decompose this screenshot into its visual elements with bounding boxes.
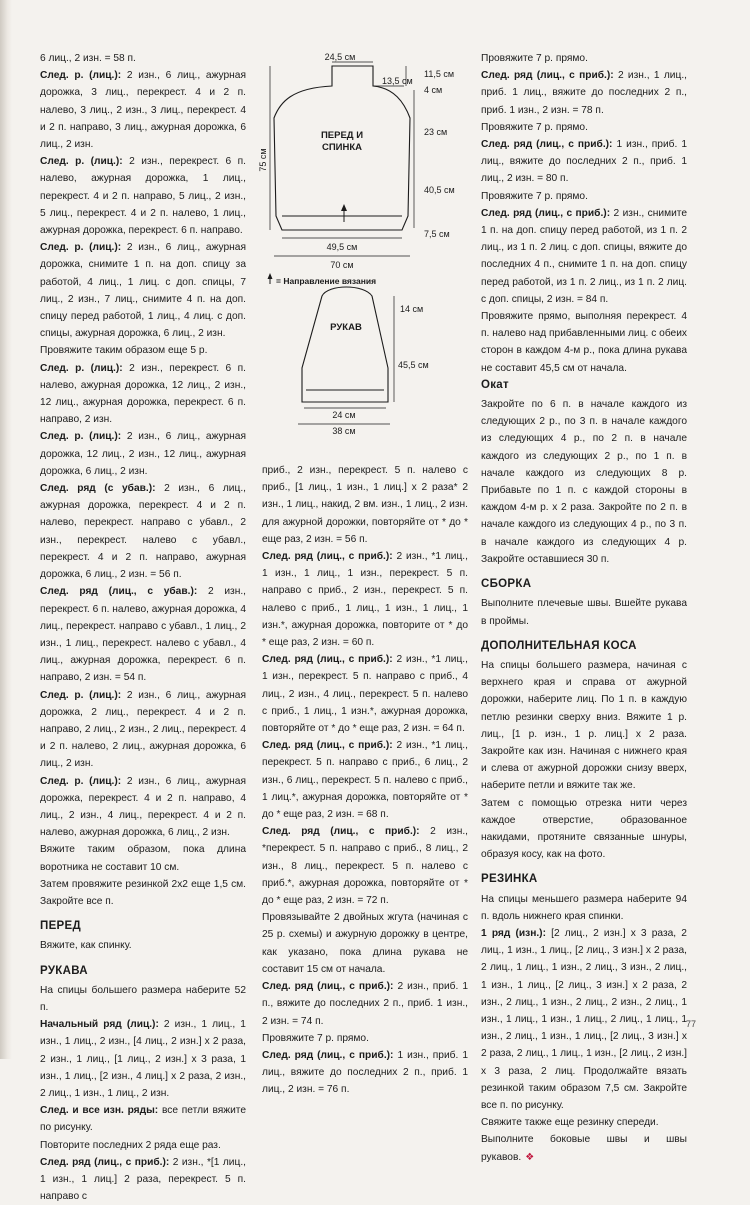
end-mark-icon: ❖ — [525, 1151, 535, 1163]
paragraph: След. и все изн. ряды: все петли вяжите по рисунку. — [40, 1105, 246, 1134]
paragraph: Вяжите таким образом, пока длина воротника не составит 10 см. — [40, 844, 246, 873]
paragraph: На спицы большего размера наберите 52 п. — [40, 984, 246, 1013]
section-title-assembly: СБОРКА — [481, 578, 532, 591]
paragraph: Выполните боковые швы и швы рукавов. ❖ — [481, 1134, 687, 1163]
paragraph: След. ряд (лиц., с приб.): 2 изн., *1 лиц., 1 изн., перекрест. 5 п. направо с приб., 4 лиц., 2 изн., 4 лиц., перекрест. 5 п. налево с приб., 1 лиц., 1 изн.*, ажурная дорожка, повторяйте от * до * еще раз, 2 изн. = 64 п. — [262, 654, 468, 735]
text-column-3 — [481, 50, 687, 1166]
paragraph: След. ряд (лиц., с убав.): 2 изн., перекрест. 6 п. налево, ажурная дорожка, 4 лиц., перекрест. направо с убавл., 1 лиц., 2 изн., 1 лиц., перекрест. налево с убавл., 4 лиц., ажурная дорожка, перекрест. 6 п. направо, 2 изн. = 54 п. — [40, 586, 246, 684]
body-label-2: СПИНКА — [321, 142, 363, 153]
page-number: 77 — [685, 1019, 696, 1029]
dim-collar-height: 11,5 см — [424, 69, 455, 79]
dim-bottom-inner: 49,5 см — [326, 242, 358, 252]
paragraph: Свяжите также еще резинку спереди. — [481, 1117, 659, 1129]
paragraph: След. р. (лиц.): 2 изн., 6 лиц., ажурная дорожка, снимите 1 п. на доп. спицу за работой, 4 лиц., 1 лиц. с доп. спицы, 7 лиц., 2 изн., 7 лиц., снимите 4 п. на доп. спицу перед работой, 1 лиц., 4 лиц. с доп. спицы, ажурная дорожка, 6 лиц., 2 изн. — [40, 242, 246, 340]
dim-total-height: 75 см — [258, 148, 268, 172]
paragraph: След. ряд (лиц., с приб.): 2 изн., *1 лиц., 1 изн., 1 лиц., 1 изн., перекрест. 5 п. направо с приб., 2 изн., перекрест. 5 п. налево с приб., 1 лиц., 1 изн., 1 лиц., 1 изн.*, ажурная дорожка, повторите от * до * еще раз, 2 изн. = 60 п. — [262, 551, 468, 649]
paragraph: На спицы большего размера, начиная с верхнего края и справа от ажурной дорожки, наберите лиц. По 1 п. в каждую петлю резинки сверху вниз. Вяжите 1 р. лиц., [1 р. изн., 1 р. лиц.] х 2 раза. Закройте как изн. Начиная с нижнего края и слева от ажурной дорожки снизу вверх, наберите петли и вяжите так же. — [481, 659, 687, 792]
dim-body: 40,5 см — [424, 185, 455, 195]
paragraph: Провяжите таким образом еще 5 р. — [40, 345, 208, 357]
paragraph: След. ряд (лиц., с приб.): 2 изн., 1 лиц., приб. 1 лиц., вяжите до последних 2 п., приб. 1 изн., 2 изн. = 78 п. — [481, 70, 687, 116]
paragraph: Затем с помощью отрезка нити через каждое отверстие, образованное накидами, протяните связанные шнуры, образуя косу, как на фото. — [481, 797, 687, 861]
paragraph: 1 ряд (изн.): [2 лиц., 2 изн.] х 3 раза, 2 лиц., 1 изн., 1 лиц., [2 лиц., 3 изн.] х 2 раза, 2 лиц., 1 лиц., 1 изн., 2 лиц., 3 изн., 2 лиц., 1 изн., 1 лиц., [2 лиц., 3 изн.] х 2 раза, 2 изн., 2 лиц., 1 изн., 2 лиц., 2 изн., 2 лиц., 1 изн., 1 лиц., 1 изн., 1 лиц., 2 лиц., 1 лиц., 1 изн., 2 лиц., 1 изн., 1 лиц., [2 лиц., 3 изн.] х 2 раза, 2 лиц., 1 лиц., 1 изн., [2 лиц., 2 изн.] х 3 раза, 2 лиц. Продолжайте вязать резинкой таким образом 7,5 см. Закройте все п. по рисунку. — [481, 927, 687, 1111]
dim-top-width: 24,5 см — [324, 52, 356, 62]
section-title-rib: РЕЗИНКА — [481, 873, 538, 886]
paragraph: Закройте по 6 п. в начале каждого из следующих 2 р., по 3 п. в начале каждого из следующих 4 р., по 2 п. в начале каждого из следующих 2 р., по 1 п. в начале каждого из следующих 8 р. Прибавьте по 1 п. с каждой стороны в каждом 4-м р. х 2 раза. Закройте по 2 п. в начале каждого из следующих 4 р., по 3 п. в начале каждого из следующих 4 р. Закройте оставшиеся 30 п. — [481, 399, 687, 565]
paragraph: След. ряд (лиц., с приб.): 2 изн., *[1 лиц., 1 изн., 1 лиц.] 2 раза, перекрест. 5 п. направо с — [40, 1156, 246, 1203]
section-title-braid: ДОПОЛНИТЕЛЬНАЯ КОСА — [481, 639, 637, 652]
paragraph: След. р. (лиц.): 2 изн., 6 лиц., ажурная дорожка, 12 лиц., 2 изн., 12 лиц., ажурная дорожка, 6 лиц., 2 изн. — [40, 431, 246, 477]
paragraph: След. р. (лиц.): 2 изн., перекрест. 6 п. налево, ажурная дорожка, 1 лиц., перекрест. 4 и 2 п. направо, 5 лиц., 2 изн., 5 лиц., перекрест. 4 и 2 п. налево, 1 лиц., ажурная дорожка, перекрест. 6 п. направо. — [40, 156, 246, 237]
schematic-drawing — [258, 50, 472, 460]
paragraph: Провяжите 7 р. прямо. — [262, 1032, 369, 1044]
section-title-front: ПЕРЕД — [40, 920, 81, 933]
dim-shoulder-height: 4 см — [424, 85, 443, 95]
text-column-1 — [40, 50, 246, 1205]
garment-schematic — [258, 50, 472, 460]
paragraph: След. ряд (лиц., с приб.): 2 изн., *перекрест. 5 п. направо с приб., 8 лиц., 2 изн., 8 лиц., перекрест. 5 п. налево с приб.*, ажурная дорожка, повторяйте от * до * еще раз, 2 изн. = 72 п. — [262, 826, 468, 907]
section-title-okat: Окат — [481, 378, 509, 391]
paragraph: Повторите последних 2 ряда еще раз. — [40, 1139, 221, 1151]
paragraph: След. ряд (лиц., с приб.): 2 изн., приб. 1 п., вяжите до последних 2 п., приб. 1 изн., 2 изн. = 74 п. — [262, 981, 468, 1027]
dim-shoulder: 13,5 см — [382, 76, 413, 86]
paragraph: 6 лиц., 2 изн. = 58 п. — [40, 53, 136, 64]
direction-legend: = Направление вязания — [276, 276, 377, 286]
dim-upper-arm: 38 см — [332, 426, 356, 436]
paragraph: След. ряд (лиц., с приб.): 2 изн., *1 лиц., перекрест. 5 п. направо с приб., 6 лиц., 2 изн., 6 лиц., перекрест. 5 п. налево с приб., 1 лиц.*, ажурная дорожка, повторяйте от * до * еще раз, 2 изн. = 68 п. — [262, 740, 468, 821]
paragraph: След. ряд (с убав.): 2 изн., 6 лиц., ажурная дорожка, перекрест. 4 и 2 п. налево, перекрест. направо с убавл., 2 изн., перекрест. налево с убавл., перекрест. 4 и 2 п. направо, ажурная дорожка, 6 лиц., 2 изн. = 56 п. — [40, 483, 246, 581]
dim-sleeve-length: 45,5 см — [398, 360, 429, 370]
knitting-direction-arrow — [341, 204, 347, 222]
paragraph: На спицы меньшего размера наберите 94 п. вдоль нижнего края спинки. — [481, 893, 687, 922]
paragraph: Выполните плечевые швы. Вшейте рукава в проймы. — [481, 598, 687, 627]
paragraph: Провяжите 7 р. прямо. — [481, 190, 588, 202]
paragraph: Провяжите 7 р. прямо. — [481, 121, 588, 133]
paragraph: Провяжите прямо, выполняя перекрест. 4 п. налево над прибавленными лиц. с обеих сторон в каждом 4-м р., пока длина рукава не составит 45,5 см от начала. — [481, 311, 687, 374]
dim-bottom: 70 см — [330, 260, 354, 270]
paragraph: Затем провяжите резинкой 2х2 еще 1,5 см. Закройте все п. — [40, 878, 246, 907]
dim-cuff: 24 см — [332, 410, 356, 420]
paragraph: Вяжите, как спинку. — [40, 940, 132, 952]
paragraph: Провяжите 7 р. прямо. — [481, 53, 588, 64]
paragraph: Начальный ряд (лиц.): 2 изн., 1 лиц., 1 изн., 1 лиц., 2 изн., [4 лиц., 2 изн.] х 2 раза, 2 изн., 1 лиц., [1 лиц., 2 изн.] х 3 раза, 1 изн., 1 лиц., [2 изн., 4 лиц.] х 2 раза, 2 изн., 2 лиц., 1 изн., 1 лиц., 2 изн. — [40, 1019, 246, 1099]
dim-sleeve-cap: 14 см — [400, 304, 424, 314]
paragraph: приб., 2 изн., перекрест. 5 п. налево с приб., [1 лиц., 1 изн., 1 лиц.] х 2 раза* 2 изн., 1 лиц., накид, 2 вм. изн., 1 лиц., 2 изн. для ажурной дорожки, повторяйте от * до * еще раз, 2 изн. = 56 п. — [262, 465, 468, 545]
paragraph: Провязывайте 2 двойных жгута (начиная с 25 р. схемы) и ажурную дорожку в центре, как указано, пока длина рукава не составит 15 см от начала. — [262, 912, 468, 975]
paragraph: След. р. (лиц.): 2 изн., 6 лиц., ажурная дорожка, 3 лиц., перекрест. 4 и 2 п. налево, 3 лиц., 2 изн., 3 лиц., перекрест. 4 и 2 п. направо, 3 лиц., ажурная дорожка, 6 лиц., 2 изн. — [40, 70, 246, 151]
paragraph: След. р. (лиц.): 2 изн., перекрест. 6 п. налево, ажурная дорожка, 12 лиц., 2 изн., 12 лиц., ажурная дорожка, перекрест. 6 п. направо, 2 изн. — [40, 362, 246, 426]
paragraph: След. ряд (лиц., с приб.): 1 изн., приб. 1 лиц., вяжите до последних 2 п., приб. 1 лиц., 2 изн. = 76 п. — [262, 1049, 468, 1096]
section-title-sleeves: РУКАВА — [40, 964, 88, 977]
paragraph: След. ряд (лиц., с приб.): 2 изн., снимите 1 п. на доп. спицу перед работой, из 1 п. 2 лиц., из 1 п. 2 лиц. с доп. спицы, вяжите до последних 4 п., снимите 1 п. на доп. спицу перед работой, из 1 п. 2 лиц., из 1 п. 2 лиц. с доп. спицы, 2 изн. = 84 п. — [481, 207, 687, 305]
body-label-1: ПЕРЕД И — [320, 130, 364, 141]
paragraph: След. р. (лиц.): 2 изн., 6 лиц., ажурная дорожка, 2 лиц., перекрест. 4 и 2 п. направо, 2 лиц., 2 изн., 2 лиц., перекрест. 4 и 2 п. налево, 2 лиц., ажурная дорожка, 6 лиц., 2 изн. — [40, 689, 246, 770]
sleeve-outline — [302, 287, 388, 402]
sleeve-label: РУКАВ — [330, 322, 362, 333]
binding-shadow — [0, 0, 12, 1059]
text-column-2 — [262, 462, 468, 1099]
paragraph: След. ряд (лиц., с приб.): 1 изн., приб. 1 лиц., вяжите до последних 2 п., приб. 1 лиц., 2 изн. = 80 п. — [481, 139, 687, 185]
paragraph: След. р. (лиц.): 2 изн., 6 лиц., ажурная дорожка, перекрест. 4 и 2 п. направо, 4 лиц., 2 изн., 4 лиц., перекрест. 4 и 2 п. налево, ажурная дорожка, 6 лиц., 2 изн. — [40, 775, 246, 839]
dim-armhole: 23 см — [424, 127, 448, 137]
dim-rib: 7,5 см — [424, 229, 450, 239]
